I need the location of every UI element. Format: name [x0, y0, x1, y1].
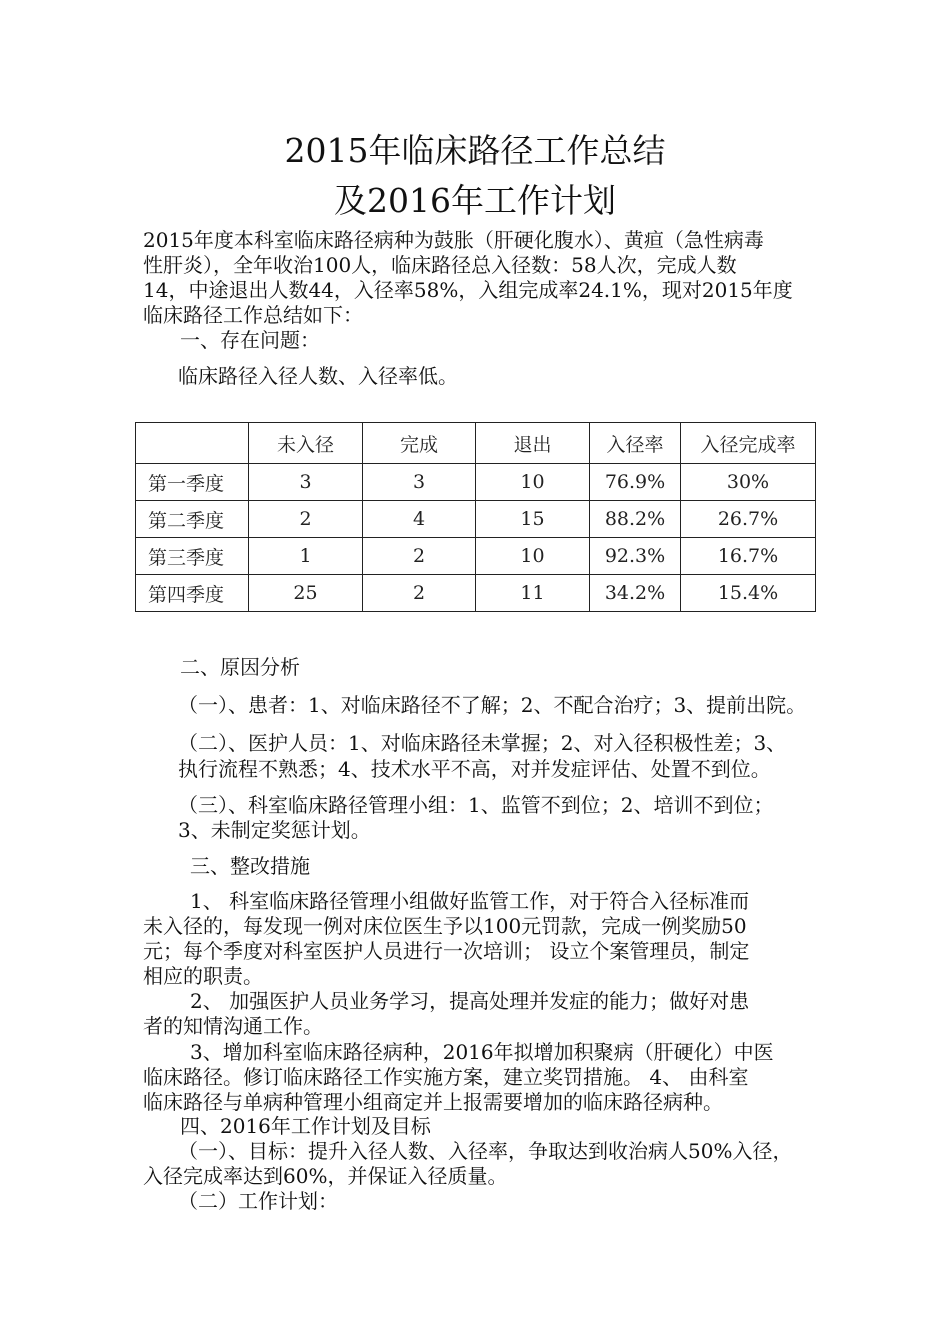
table-cell: 76.9%	[590, 464, 681, 501]
table-cell: 15	[476, 501, 590, 538]
measure-2-line: 2、 加强医护人员业务学习，提高处理并发症的能力；做好对患	[190, 989, 750, 1013]
document-title-line-1: 2015年临床路径工作总结	[284, 131, 666, 170]
section-heading-plan: 四、2016年工作计划及目标	[180, 1114, 431, 1138]
table-cell: 2	[363, 538, 476, 575]
analysis-staff-line: 执行流程不熟悉；4、技术水平不高，对并发症评估、处置不到位。	[178, 757, 771, 781]
measure-1-line: 元；每个季度对科室医护人员进行一次培训； 设立个案管理员，制定	[143, 939, 750, 963]
intro-line: 2015年度本科室临床路径病种为鼓胀（肝硬化腹水）、黄疸（急性病毒	[143, 228, 764, 252]
table-header-cell: 入径率	[590, 423, 681, 464]
table-cell: 34.2%	[590, 575, 681, 612]
table-header-cell: 完成	[363, 423, 476, 464]
table-header-cell: 未入径	[249, 423, 363, 464]
table-cell: 88.2%	[590, 501, 681, 538]
section-heading-analysis: 二、原因分析	[180, 655, 300, 679]
table-cell: 4	[363, 501, 476, 538]
measure-1-line: 未入径的，每发现一例对床位医生予以100元罚款，完成一例奖励50	[143, 914, 747, 938]
table-row	[136, 538, 816, 575]
intro-line: 14，中途退出人数44，入径率58%，入组完成率24.1%，现对2015年度	[143, 278, 793, 302]
problems-text: 临床路径入径人数、入径率低。	[178, 364, 458, 388]
analysis-group-line: （三）、科室临床路径管理小组：1、监管不到位；2、培训不到位；	[178, 793, 774, 817]
table-cell: 16.7%	[681, 538, 816, 575]
table-cell: 2	[249, 501, 363, 538]
table-cell: 10	[476, 464, 590, 501]
table-row	[136, 501, 816, 538]
table-row	[136, 575, 816, 612]
measure-3-line: 3、增加科室临床路径病种，2016年拟增加积聚病（肝硬化）中医	[190, 1040, 774, 1064]
table-cell: 2	[363, 575, 476, 612]
table-cell: 3	[249, 464, 363, 501]
table-row-label: 第四季度	[136, 575, 249, 612]
table-cell: 30%	[681, 464, 816, 501]
measure-1-line: 相应的职责。	[143, 964, 263, 988]
document-title-line-2: 及2016年工作计划	[334, 181, 616, 220]
table-row-label: 第二季度	[136, 501, 249, 538]
table-cell: 3	[363, 464, 476, 501]
analysis-staff-line: （二）、医护人员：1、对临床路径未掌握；2、对入径积极性差；3、	[178, 731, 787, 755]
table-cell: 15.4%	[681, 575, 816, 612]
plan-goal-line: 入径完成率达到60%，并保证入径质量。	[143, 1164, 508, 1188]
table-header-cell: 退出	[476, 423, 590, 464]
intro-line: 性肝炎），全年收治100人，临床路径总入径数：58人次，完成人数	[143, 253, 737, 277]
intro-line: 临床路径工作总结如下：	[143, 303, 363, 327]
plan-goal-line: （一）、目标：提升入径人数、入径率，争取达到收治病人50%入径，	[178, 1139, 793, 1163]
measure-3-line: 临床路径与单病种管理小组商定并上报需要增加的临床路径病种。	[143, 1090, 723, 1114]
quarterly-statistics-table	[135, 422, 816, 612]
measure-2-line: 者的知情沟通工作。	[143, 1014, 323, 1038]
table-header-cell	[136, 423, 249, 464]
table-cell: 10	[476, 538, 590, 575]
table-row-label: 第三季度	[136, 538, 249, 575]
table-cell: 1	[249, 538, 363, 575]
analysis-group-line: 3、未制定奖惩计划。	[178, 818, 371, 842]
measure-1-line: 1、 科室临床路径管理小组做好监管工作，对于符合入径标准而	[190, 889, 750, 913]
table-cell: 11	[476, 575, 590, 612]
measure-3-line: 临床路径。修订临床路径工作实施方案，建立奖罚措施。 4、 由科室	[143, 1065, 749, 1089]
table-header-row	[136, 423, 816, 464]
table-cell: 26.7%	[681, 501, 816, 538]
analysis-patients: （一）、患者：1、对临床路径不了解；2、不配合治疗；3、提前出院。	[178, 693, 807, 717]
section-heading-problems: 一、存在问题：	[180, 328, 320, 352]
table-cell: 92.3%	[590, 538, 681, 575]
plan-work-heading: （二）工作计划：	[178, 1189, 338, 1213]
table-cell: 25	[249, 575, 363, 612]
section-heading-measures: 三、整改措施	[190, 854, 310, 878]
table-row-label: 第一季度	[136, 464, 249, 501]
table-row	[136, 464, 816, 501]
table-header-cell: 入径完成率	[681, 423, 816, 464]
